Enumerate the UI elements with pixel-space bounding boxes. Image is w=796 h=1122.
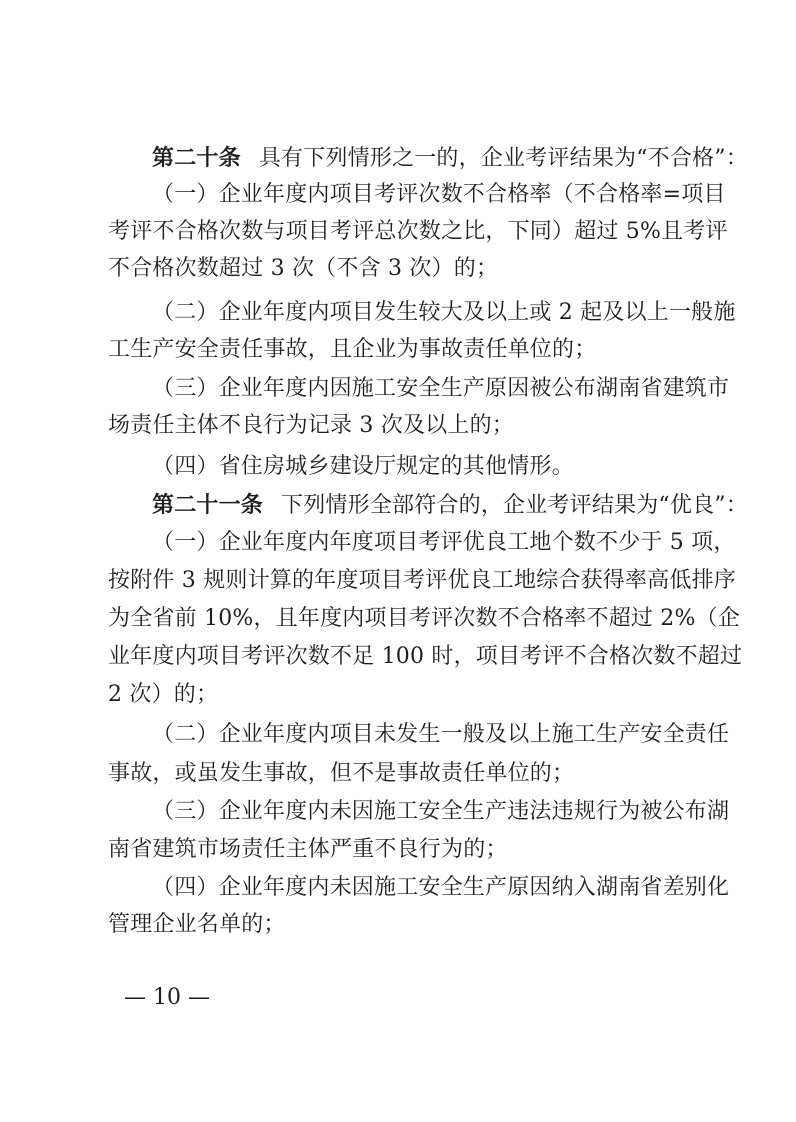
article-21-line: （一）企业年度内年度项目考评优良工地个数不少于 5 项， <box>152 530 736 555</box>
article-21-line: （二）企业年度内项目未发生一般及以上施工生产安全责任 <box>152 722 730 747</box>
article-21-line: 业年度内项目考评次数不足 100 时，项目考评不合格次数不超过 <box>108 644 743 669</box>
article-20-line: 工生产安全责任事故，且企业为事故责任单位的； <box>108 337 597 362</box>
article-20-heading <box>152 143 748 173</box>
article-21-line: 按附件 3 规则计算的年度项目考评优良工地综合获得率高低排序 <box>108 568 736 593</box>
article-21-line: 南省建筑市场责任主体严重不良行为的； <box>108 837 508 862</box>
article-20-line: 不合格次数超过 3 次（不含 3 次）的； <box>108 256 499 281</box>
page-number: — 10 — <box>124 985 210 1010</box>
article-21-line: 为全省前 10%，且年度内项目考评次数不合格率不超过 2%（企 <box>108 606 740 631</box>
article-21-line: （三）企业年度内未因施工安全生产违法违规行为被公布湖 <box>152 799 730 824</box>
article-20-label: 第二十条 <box>152 145 241 171</box>
article-20-line: （四）省住房城乡建设厅规定的其他情形。 <box>152 454 574 479</box>
article-20-line: （三）企业年度内因施工安全生产原因被公布湖南省建筑市 <box>152 376 730 401</box>
article-20-line: 考评不合格次数与项目考评总次数之比，下同）超过 5%且考评 <box>108 219 728 244</box>
article-21-heading-text: 下列情形全部符合的，企业考评结果为“优良”： <box>281 493 748 518</box>
article-21-label: 第二十一条 <box>152 492 264 518</box>
article-20-heading-text: 具有下列情形之一的，企业考评结果为“不合格”： <box>258 146 748 171</box>
article-21-heading <box>152 490 748 520</box>
article-20-line: （一）企业年度内项目考评次数不合格率（不合格率=项目 <box>152 182 726 207</box>
article-21-line: 管理企业名单的； <box>108 912 286 937</box>
article-20-line: 场责任主体不良行为记录 3 次及以上的； <box>108 413 514 438</box>
article-21-line: 2 次）的； <box>108 682 219 707</box>
article-20-line: （二）企业年度内项目发生较大及以上或 2 起及以上一般施 <box>152 300 736 325</box>
article-21-line: 事故，或虽发生事故，但不是事故责任单位的； <box>108 761 575 786</box>
article-21-line: （四）企业年度内未因施工安全生产原因纳入湖南省差别化 <box>152 875 730 900</box>
